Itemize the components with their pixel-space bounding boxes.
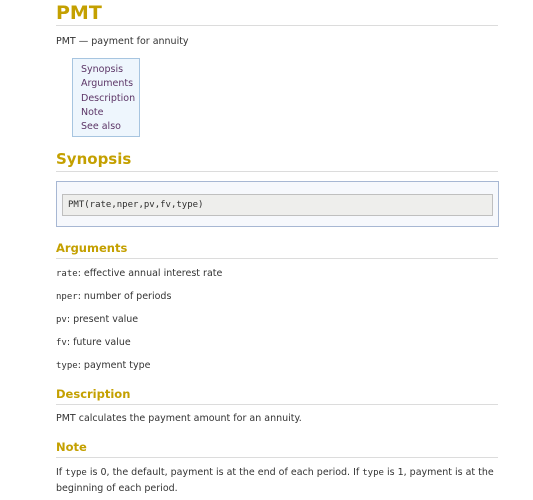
toc-link-description[interactable]: Description [81,92,136,104]
description-text: PMT calculates the payment amount for an annuity. [56,413,302,424]
argument-description: : payment type [77,360,151,371]
synopsis-box [56,181,499,227]
note-text-part: If [56,467,66,478]
argument-item [56,314,138,325]
argument-item [56,337,131,348]
note-text-part: is 1, payment is at the beginning of each period. [56,467,494,494]
note-text-part: is 0, the default, payment is at the end of each period. If [86,467,363,478]
table-of-contents [72,58,140,137]
argument-item [56,360,150,371]
argument-name: type [56,361,78,371]
argument-description: : present value [66,314,139,325]
toc-link-synopsis[interactable]: Synopsis [81,64,124,75]
argument-item [56,268,222,279]
toc-link-note[interactable]: Note [81,106,104,118]
argument-item [56,291,171,302]
argument-name: pv [56,315,67,325]
toc-link-arguments[interactable]: Arguments [81,78,134,90]
argument-description: : future value [66,337,131,348]
argument-description: : effective annual interest rate [77,268,223,279]
description-heading: Description [56,388,498,405]
argument-description: : number of periods [77,291,172,302]
argument-name: fv [56,338,67,348]
note-code-type: type [362,468,384,478]
note-heading: Note [56,441,498,458]
page-title: PMT [56,3,498,26]
arguments-heading: Arguments [56,242,498,259]
synopsis-heading: Synopsis [56,151,498,172]
note-text [56,465,496,497]
synopsis-code: PMT(rate,nper,pv,fv,type) [62,194,493,216]
note-code-type: type [65,468,87,478]
page-subtitle: PMT — payment for annuity [56,36,189,47]
toc-link-see-also[interactable]: See also [81,121,121,133]
argument-name: nper [56,292,78,302]
argument-name: rate [56,269,78,279]
